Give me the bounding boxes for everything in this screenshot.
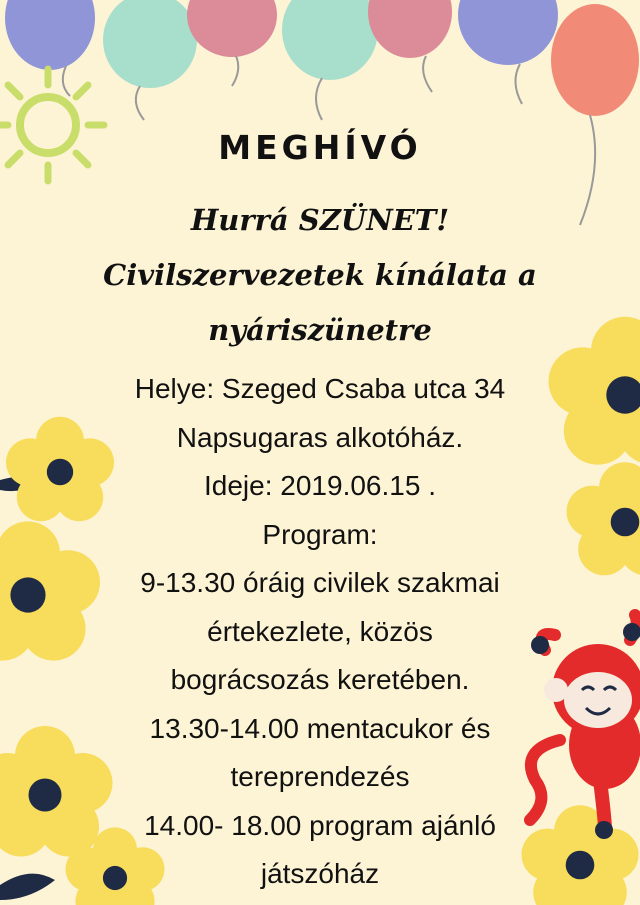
balloon-icon	[187, 0, 277, 86]
details-line: játszóház	[260, 858, 380, 889]
details-line: 13.30-14.00 mentacukor és	[149, 712, 491, 744]
balloon-icon	[282, 0, 378, 120]
details-line: tereprendezés	[230, 761, 410, 792]
balloon-icon	[368, 0, 452, 92]
details-line: Ideje: 2019.06.15 .	[204, 470, 436, 501]
event-subtitle	[70, 193, 570, 358]
details-line: bográcsozás keretében.	[170, 664, 470, 695]
event-details	[60, 365, 580, 899]
balloon-icon	[458, 0, 558, 104]
invitation-heading: MEGHÍVÓ	[218, 128, 422, 167]
balloon-icon	[551, 4, 639, 225]
details-line: Helye: Szeged Csaba utca 34	[134, 373, 506, 404]
details-line: 9-13.30 óráig civilek szakmai	[140, 567, 500, 598]
subtitle-line: nyáriszünetre	[208, 313, 432, 347]
details-line: Program:	[262, 518, 378, 550]
details-line: Napsugaras alkotóház.	[176, 421, 464, 453]
details-line: értekezlete, közös	[207, 615, 433, 647]
subtitle-line: Hurrá SZÜNET!	[190, 203, 450, 237]
subtitle-line: Civilszervezetek kínálata a	[103, 258, 537, 292]
balloon-icon	[103, 0, 197, 120]
details-line: 14.00- 18.00 program ajánló	[144, 809, 496, 841]
